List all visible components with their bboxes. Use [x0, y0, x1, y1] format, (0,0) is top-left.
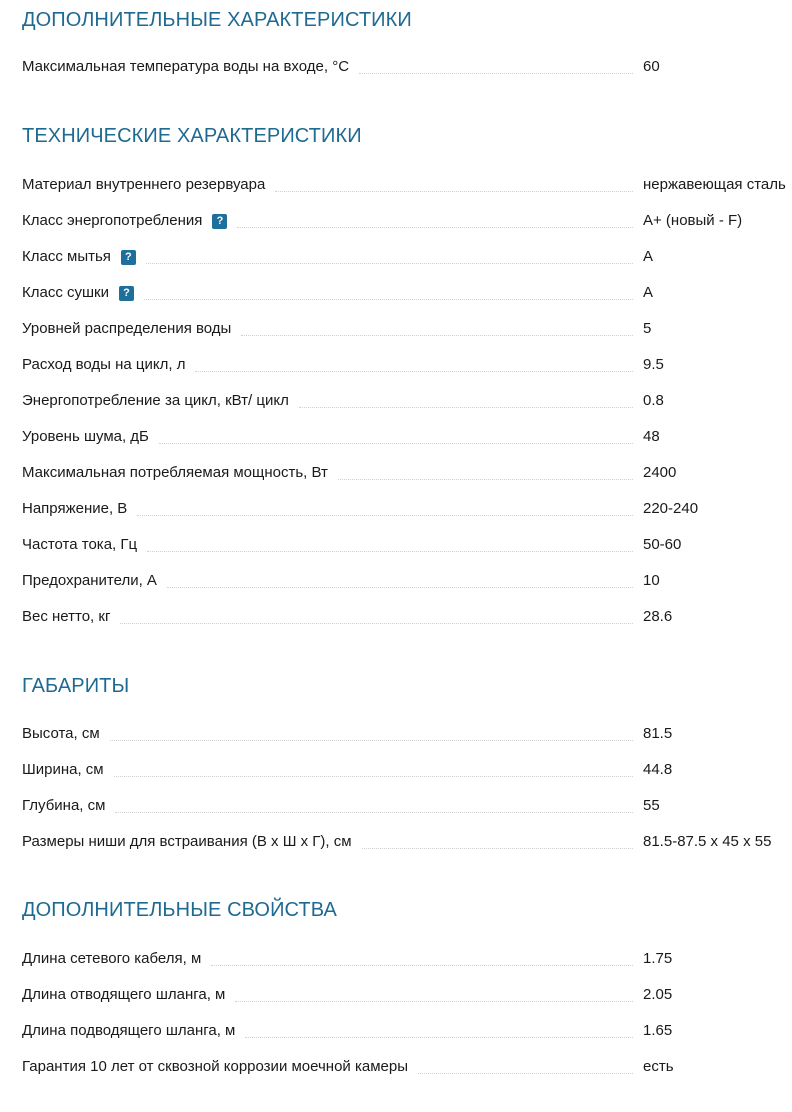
leader-dots	[115, 812, 633, 813]
leader-dots	[137, 515, 633, 516]
spec-value: 2400	[643, 464, 677, 481]
spec-value: 48	[643, 428, 660, 445]
spec-value: 2.05	[643, 986, 673, 1003]
spec-label: Класс сушки	[22, 284, 109, 301]
spec-value: 55	[643, 797, 660, 814]
section-title: ТЕХНИЧЕСКИЕ ХАРАКТЕРИСТИКИ	[22, 125, 362, 147]
spec-rows	[22, 167, 792, 635]
help-icon[interactable]: ?	[121, 250, 136, 265]
leader-dots	[362, 848, 633, 849]
spec-value: есть	[643, 1058, 674, 1075]
spec-label-wrap	[22, 58, 643, 76]
spec-label: Ширина, см	[22, 761, 104, 778]
spec-value: A+ (новый - F)	[643, 212, 743, 229]
leader-dots	[110, 740, 633, 741]
spec-label-wrap	[22, 500, 643, 518]
spec-label-wrap	[22, 356, 643, 374]
spec-row	[22, 788, 792, 824]
spec-label: Уровень шума, дБ	[22, 428, 149, 445]
spec-label-wrap	[22, 284, 643, 302]
spec-label: Длина отводящего шланга, м	[22, 986, 226, 1003]
leader-dots	[195, 371, 633, 372]
spec-row	[22, 941, 792, 977]
spec-row	[22, 311, 792, 347]
spec-label-wrap	[22, 761, 643, 779]
spec-label: Глубина, см	[22, 797, 106, 814]
section-title: ГАБАРИТЫ	[22, 675, 130, 697]
spec-label-wrap	[22, 176, 643, 194]
spec-label-wrap	[22, 797, 643, 815]
spec-row	[22, 167, 792, 203]
spec-row	[22, 419, 792, 455]
spec-row	[22, 599, 792, 635]
spec-label: Уровней распределения воды	[22, 320, 232, 337]
leader-dots	[359, 73, 633, 74]
spec-label-wrap	[22, 392, 643, 410]
spec-row	[22, 527, 792, 563]
leader-dots	[245, 1037, 633, 1038]
leader-dots	[275, 191, 633, 192]
spec-label-wrap	[22, 986, 643, 1004]
spec-row	[22, 49, 792, 85]
spec-value: 44.8	[643, 761, 673, 778]
leader-dots	[299, 407, 633, 408]
spec-row	[22, 347, 792, 383]
spec-label: Частота тока, Гц	[22, 536, 138, 553]
leader-dots	[144, 299, 633, 300]
spec-row	[22, 275, 792, 311]
spec-label: Энергопотребление за цикл, кВт/ цикл	[22, 392, 289, 409]
spec-value: 220-240	[643, 500, 699, 517]
spec-row	[22, 824, 792, 860]
spec-label-wrap	[22, 1022, 643, 1040]
spec-value: 5	[643, 320, 652, 337]
spec-value: 81.5-87.5 х 45 х 55	[643, 833, 772, 850]
spec-row	[22, 203, 792, 239]
spec-row	[22, 383, 792, 419]
spec-value: 1.75	[643, 950, 673, 967]
spec-label-wrap	[22, 833, 643, 851]
leader-dots	[147, 551, 633, 552]
help-icon[interactable]: ?	[119, 286, 134, 301]
spec-value: 28.6	[643, 608, 673, 625]
spec-row	[22, 752, 792, 788]
spec-label-wrap	[22, 1058, 643, 1076]
spec-row	[22, 1013, 792, 1049]
leader-dots	[211, 965, 633, 966]
leader-dots	[418, 1073, 633, 1074]
spec-value: 81.5	[643, 725, 673, 742]
spec-label-wrap	[22, 608, 643, 626]
spec-label: Длина сетевого кабеля, м	[22, 950, 202, 967]
spec-label-wrap	[22, 950, 643, 968]
spec-value: 0.8	[643, 392, 664, 409]
spec-value: 60	[643, 58, 660, 75]
leader-dots	[146, 263, 633, 264]
spec-label-wrap	[22, 320, 643, 338]
spec-label: Высота, см	[22, 725, 100, 742]
spec-label: Класс мытья	[22, 248, 111, 265]
leader-dots	[237, 227, 633, 228]
section-title: ДОПОЛНИТЕЛЬНЫЕ СВОЙСТВА	[22, 899, 337, 921]
spec-rows	[22, 941, 792, 1085]
spec-row	[22, 455, 792, 491]
spec-rows	[22, 49, 792, 85]
spec-label-wrap	[22, 428, 643, 446]
spec-value: 10	[643, 572, 660, 589]
leader-dots	[114, 776, 633, 777]
spec-value: нержавеющая сталь	[643, 176, 786, 193]
section-title: ДОПОЛНИТЕЛЬНЫЕ ХАРАКТЕРИСТИКИ	[22, 9, 412, 31]
leader-dots	[235, 1001, 633, 1002]
leader-dots	[167, 587, 633, 588]
spec-row	[22, 716, 792, 752]
leader-dots	[159, 443, 633, 444]
spec-label-wrap	[22, 725, 643, 743]
spec-row	[22, 563, 792, 599]
spec-row	[22, 491, 792, 527]
spec-label: Материал внутреннего резервуара	[22, 176, 266, 193]
leader-dots	[338, 479, 633, 480]
spec-rows	[22, 716, 792, 860]
spec-row	[22, 977, 792, 1013]
spec-label: Максимальная потребляемая мощность, Вт	[22, 464, 328, 481]
spec-value: 9.5	[643, 356, 664, 373]
spec-label: Предохранители, А	[22, 572, 157, 589]
spec-label-wrap	[22, 572, 643, 590]
spec-label: Класс энергопотребления	[22, 212, 203, 229]
spec-label: Вес нетто, кг	[22, 608, 111, 625]
spec-label: Размеры ниши для встраивания (В х Ш х Г), см	[22, 833, 352, 850]
spec-label-wrap	[22, 212, 643, 230]
spec-row	[22, 1049, 792, 1085]
spec-label: Длина подводящего шланга, м	[22, 1022, 236, 1039]
help-icon[interactable]: ?	[212, 214, 227, 229]
spec-label: Напряжение, В	[22, 500, 128, 517]
spec-label-wrap	[22, 464, 643, 482]
leader-dots	[241, 335, 633, 336]
spec-label: Гарантия 10 лет от сквозной коррозии моечной камеры	[22, 1058, 408, 1075]
spec-value: 1.65	[643, 1022, 673, 1039]
spec-label: Максимальная температура воды на входе, °C	[22, 58, 350, 75]
spec-label-wrap	[22, 536, 643, 554]
spec-label-wrap	[22, 248, 643, 266]
leader-dots	[120, 623, 633, 624]
spec-value: A	[643, 284, 654, 301]
spec-value: 50-60	[643, 536, 682, 553]
spec-label: Расход воды на цикл, л	[22, 356, 186, 373]
spec-row	[22, 239, 792, 275]
spec-value: A	[643, 248, 654, 265]
